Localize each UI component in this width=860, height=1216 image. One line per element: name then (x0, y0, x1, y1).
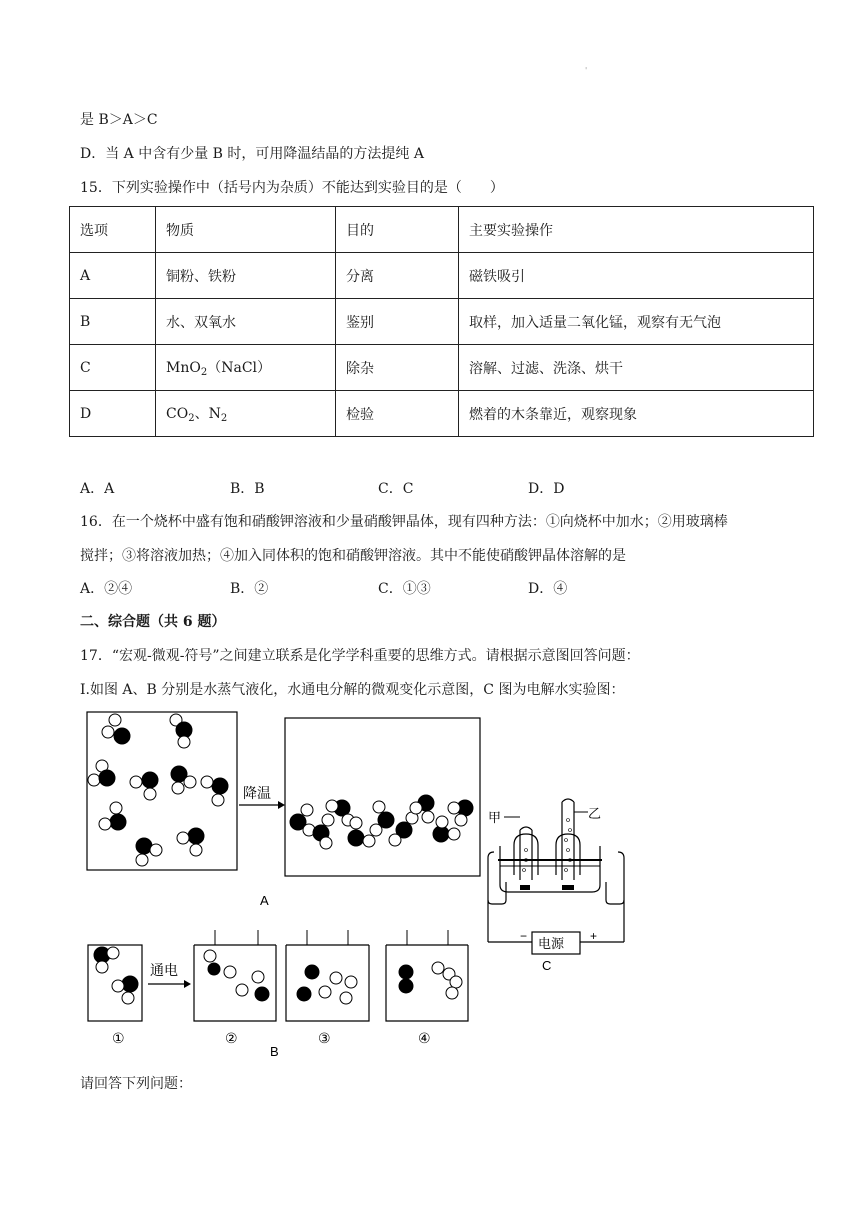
page-mark: ' (585, 66, 588, 75)
q16-stem-line2: 搅拌；③将溶液加热；④加入同体积的饱和硝酸钾溶液。其中不能使硝酸钾晶体溶解的是 (80, 548, 626, 564)
electrode-left (520, 885, 530, 890)
panel-number-3: ③ (318, 1030, 331, 1046)
figure-b-panel-2 (194, 930, 276, 1021)
figure-c-label: C (542, 958, 552, 973)
formula-text: CO (166, 406, 189, 422)
q15-option-d: D．D (528, 481, 565, 497)
q15-option-b: B．B (230, 481, 265, 497)
figure-a-liquid-box (285, 718, 480, 876)
row-operation: 溶解、过滤、洗涤、烘干 (459, 345, 814, 391)
figure-b-label: B (270, 1044, 279, 1059)
q15-option-a: A．A (80, 481, 115, 497)
q15-table (69, 206, 814, 437)
header-substance: 物质 (156, 207, 336, 253)
row-aim: 鉴别 (336, 299, 459, 345)
q17-part1: I.如图 A、B 分别是水蒸气液化，水通电分解的微观变化示意图，C 图为电解水实验图： (80, 682, 625, 698)
table-header-row (70, 207, 814, 253)
electrolysis-label: 通电 (150, 962, 178, 978)
table-row (70, 391, 814, 437)
row-option: C (70, 345, 156, 391)
formula-subscript: 2 (200, 367, 208, 378)
table-row (70, 253, 814, 299)
row-aim: 除杂 (336, 345, 459, 391)
plus-sign: + (590, 929, 598, 943)
impurity-text: （NaCl） (207, 360, 272, 376)
row-operation: 取样，加入适量二氧化锰，观察有无气泡 (459, 299, 814, 345)
row-option: D (70, 391, 156, 437)
table-row (70, 299, 814, 345)
row-aim: 检验 (336, 391, 459, 437)
electrolysis-arrow (148, 980, 191, 988)
q14-option-d: D．当 A 中含有少量 B 时，可用降温结晶的方法提纯 A (80, 146, 424, 162)
formula-text: MnO (166, 360, 201, 376)
row-operation: 磁铁吸引 (459, 253, 814, 299)
power-source-label: 电源 (538, 936, 565, 951)
q16-option-d: D．④ (528, 581, 568, 597)
header-operation: 主要实验操作 (459, 207, 814, 253)
panel-number-4: ④ (418, 1030, 431, 1046)
row-substance (156, 391, 336, 437)
q17-stem: 17．“宏观-微观-符号”之间建立联系是化学学科重要的思维方式。请根据示意图回答问题： (80, 648, 640, 664)
cooling-arrow (239, 801, 285, 809)
row-option: B (70, 299, 156, 345)
figure-b-panel-1 (88, 945, 142, 1021)
formula-subscript: 2 (188, 413, 195, 424)
q17-figure (80, 710, 625, 1065)
tube-label-yi: 乙 (588, 806, 602, 821)
panel-number-2: ② (225, 1030, 238, 1046)
formula-text: 、N (194, 406, 221, 422)
electrolysis-bubbles (523, 819, 572, 872)
cooling-label: 降温 (243, 785, 271, 801)
q15-option-c: C．C (378, 481, 414, 497)
figure-a-vapor-box (87, 712, 237, 870)
header-option: 选项 (70, 207, 156, 253)
row-aim: 分离 (336, 253, 459, 299)
row-operation: 燃着的木条靠近，观察现象 (459, 391, 814, 437)
q16-option-b: B．② (230, 581, 269, 597)
q16-option-a: A．②④ (80, 581, 133, 597)
panel-number-1: ① (112, 1030, 125, 1046)
row-substance (156, 345, 336, 391)
figure-b-panel-4 (386, 930, 468, 1021)
table-row (70, 345, 814, 391)
row-option: A (70, 253, 156, 299)
electrode-right (562, 885, 574, 890)
electrolysis-apparatus (488, 799, 624, 954)
figure-a-label: A (260, 893, 269, 908)
tube-label-jia: 甲 (488, 810, 502, 825)
q16-stem-line1: 16．在一个烧杯中盛有饱和硝酸钾溶液和少量硝酸钾晶体，现有四种方法：①向烧杯中加水；②用玻璃棒 (80, 514, 728, 530)
formula-subscript: 2 (220, 413, 228, 424)
section-heading: 二、综合题（共 6 题） (80, 614, 226, 630)
row-substance: 水、双氧水 (156, 299, 336, 345)
answer-prompt: 请回答下列问题： (80, 1076, 192, 1092)
figure-b-panel-3 (286, 930, 369, 1021)
row-substance: 铜粉、铁粉 (156, 253, 336, 299)
header-aim: 目的 (336, 207, 459, 253)
minus-sign: − (520, 929, 528, 943)
q16-option-c: C．①③ (378, 581, 431, 597)
q15-stem: 15．下列实验操作中（括号内为杂质）不能达到实验目的是（ ） (80, 180, 504, 196)
continuation-text: 是 B＞A＞C (80, 112, 158, 128)
